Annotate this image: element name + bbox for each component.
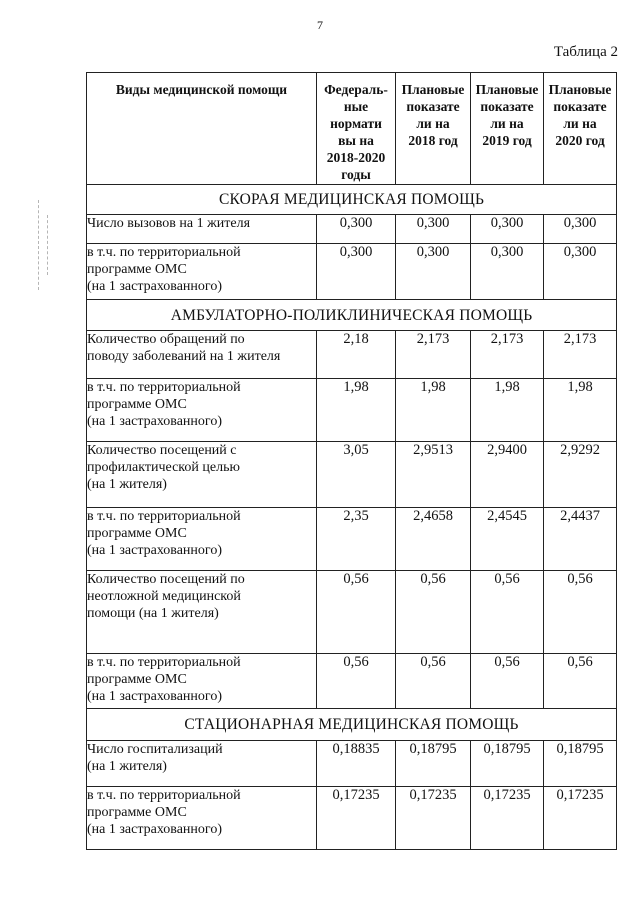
row-value: 2,173 [471,331,544,379]
row-value: 0,56 [544,654,617,709]
row-value: 0,300 [544,215,617,244]
row-value: 2,35 [317,508,396,571]
scan-artifact-line [47,215,49,275]
row-value: 0,17235 [317,787,396,850]
row-value: 0,56 [396,654,471,709]
row-value: 2,173 [396,331,471,379]
row-value: 2,4437 [544,508,617,571]
row-value: 0,17235 [544,787,617,850]
table-body [87,185,617,850]
row-value: 0,18835 [317,741,396,787]
row-value: 0,18795 [471,741,544,787]
table-row [87,787,617,850]
row-label: в т.ч. по территориальной программе ОМС (на 1 застрахованного) [87,244,317,300]
header-plan-2020: Плановые показате ли на 2020 год [544,73,617,185]
row-label: Число вызовов на 1 жителя [87,215,317,244]
header-plan-2018: Плановые показате ли на 2018 год [396,73,471,185]
row-label: Количество обращений по поводу заболеваний на 1 жителя [87,331,317,379]
row-label: в т.ч. по территориальной программе ОМС (на 1 застрахованного) [87,787,317,850]
row-value: 1,98 [471,379,544,442]
row-value: 0,300 [471,244,544,300]
row-value: 0,300 [544,244,617,300]
row-value: 2,173 [544,331,617,379]
row-value: 0,300 [471,215,544,244]
row-value: 2,18 [317,331,396,379]
row-label: в т.ч. по территориальной программе ОМС (на 1 застрахованного) [87,508,317,571]
row-value: 1,98 [544,379,617,442]
row-value: 0,300 [396,244,471,300]
row-value: 0,56 [471,571,544,654]
row-value: 0,56 [396,571,471,654]
row-value: 0,56 [317,571,396,654]
table-row [87,215,617,244]
table-row [87,379,617,442]
row-value: 0,56 [544,571,617,654]
row-value: 0,17235 [396,787,471,850]
row-label: в т.ч. по территориальной программе ОМС (на 1 застрахованного) [87,379,317,442]
row-value: 2,9400 [471,442,544,508]
row-value: 1,98 [317,379,396,442]
table-row [87,571,617,654]
header-plan-2019: Плановые показате ли на 2019 год [471,73,544,185]
header-care-type: Виды медицинской помощи [87,73,317,185]
row-value: 1,98 [396,379,471,442]
row-value: 0,18795 [396,741,471,787]
table-row [87,442,617,508]
row-value: 0,300 [396,215,471,244]
row-label: Число госпитализаций (на 1 жителя) [87,741,317,787]
row-value: 2,9513 [396,442,471,508]
row-value: 2,9292 [544,442,617,508]
row-value: 0,300 [317,215,396,244]
row-label: Количество посещений по неотложной медицинской помощи (на 1 жителя) [87,571,317,654]
section-title: АМБУЛАТОРНО-ПОЛИКЛИНИЧЕСКАЯ ПОМОЩЬ [87,300,617,331]
table-row [87,244,617,300]
section-row [87,185,617,215]
medical-care-norms-table [86,72,617,850]
table-row [87,741,617,787]
table-row [87,331,617,379]
table-caption: Таблица 2 [553,44,618,60]
row-value: 0,300 [317,244,396,300]
page-number: 7 [317,18,323,32]
row-value: 2,4658 [396,508,471,571]
section-title: СКОРАЯ МЕДИЦИНСКАЯ ПОМОЩЬ [87,185,617,215]
row-value: 0,56 [317,654,396,709]
row-value: 0,17235 [471,787,544,850]
row-label: в т.ч. по территориальной программе ОМС (на 1 застрахованного) [87,654,317,709]
table-row [87,654,617,709]
table-header-row [87,73,617,185]
row-value: 2,4545 [471,508,544,571]
section-row [87,709,617,741]
header-federal-norms: Федераль- ные нормати вы на 2018-2020 годы [317,73,396,185]
section-title: СТАЦИОНАРНАЯ МЕДИЦИНСКАЯ ПОМОЩЬ [87,709,617,741]
row-label: Количество посещений с профилактической целью (на 1 жителя) [87,442,317,508]
row-value: 3,05 [317,442,396,508]
section-row [87,300,617,331]
row-value: 0,18795 [544,741,617,787]
scan-artifact-line [38,200,40,290]
table-row [87,508,617,571]
row-value: 0,56 [471,654,544,709]
